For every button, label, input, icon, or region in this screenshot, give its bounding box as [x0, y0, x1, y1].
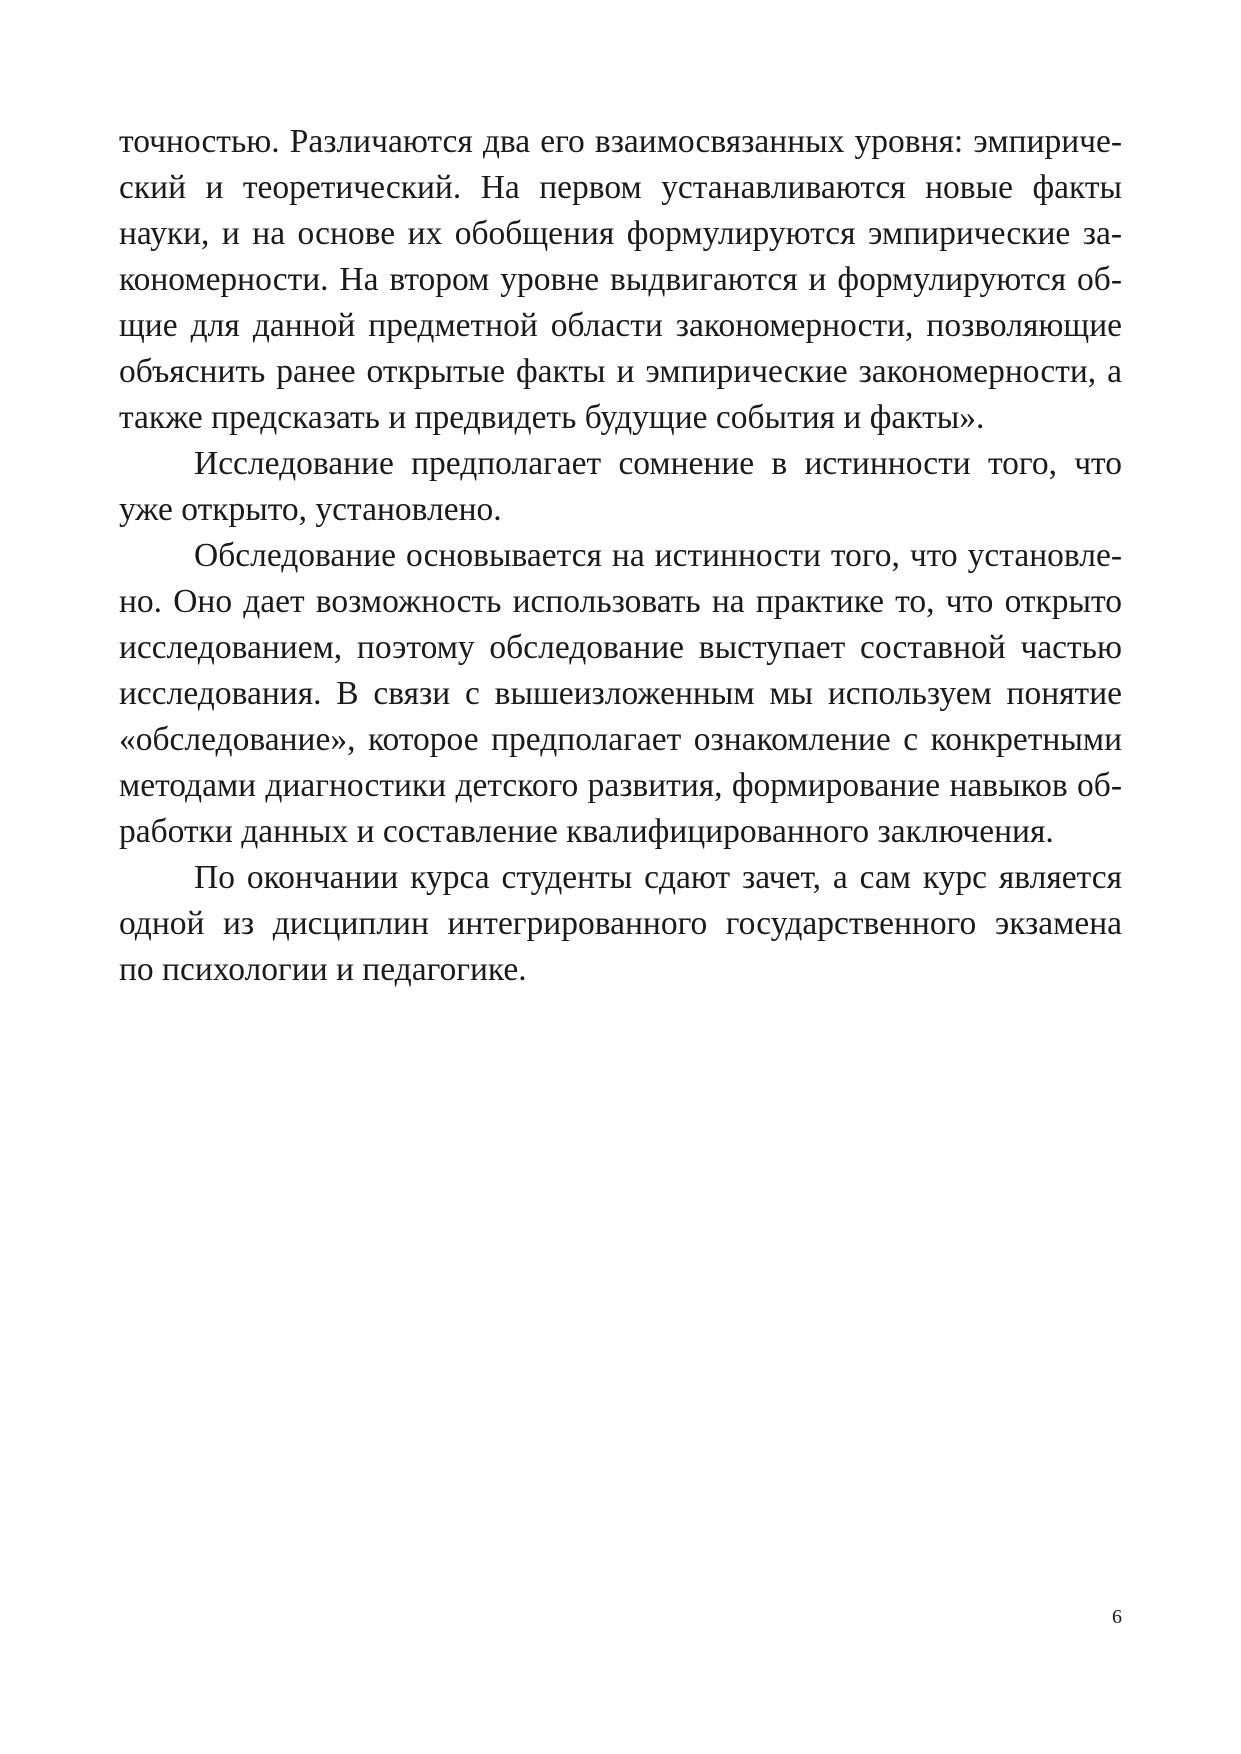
paragraph-course-end: [119, 855, 1122, 993]
paragraph-examination: [119, 533, 1122, 855]
text-line: ский и теоретический. На первом устанавливаются новые факты: [119, 169, 1122, 206]
page-number: 6: [1112, 1606, 1122, 1628]
text-line: также предсказать и предвидеть будущие события и факты».: [119, 399, 985, 436]
text-line: «обследование», которое предполагает ознакомление с конкретными: [119, 721, 1122, 758]
text-line: но. Оно дает возможность использовать на практике то, что открыто: [119, 583, 1122, 620]
text-line: методами диагностики детского развития, формирование навыков об-: [119, 767, 1122, 804]
text-line: точностью. Различаются два его взаимосвязанных уровня: эмпириче-: [119, 123, 1122, 160]
text-line: По окончании курса студенты сдают зачет, а сам курс является: [194, 859, 1122, 896]
paragraph-continuation: [119, 119, 1122, 441]
text-line: работки данных и составление квалифицированного заключения.: [119, 813, 1054, 850]
text-line: исследования. В связи с вышеизложенным мы используем понятие: [119, 675, 1122, 712]
text-line: одной из дисциплин интегрированного государственного экзамена: [119, 905, 1122, 942]
text-line: объяснить ранее открытые факты и эмпирические закономерности, а: [119, 353, 1122, 390]
text-line: Обследование основывается на истинности того, что установле-: [194, 537, 1122, 574]
text-line: уже открыто, установлено.: [119, 491, 502, 528]
paragraph-research: [119, 441, 1122, 533]
text-line: исследованием, поэтому обследование выступает составной частью: [119, 629, 1122, 666]
text-line: по психологии и педагогике.: [119, 951, 527, 988]
body-text: [119, 119, 1122, 993]
text-line: Исследование предполагает сомнение в истинности того, что: [194, 445, 1122, 482]
text-line: науки, и на основе их обобщения формулируются эмпирические за-: [119, 215, 1122, 252]
text-line: щие для данной предметной области закономерности, позволяющие: [119, 307, 1122, 344]
text-line: кономерности. На втором уровне выдвигаются и формулируются об-: [119, 261, 1122, 298]
